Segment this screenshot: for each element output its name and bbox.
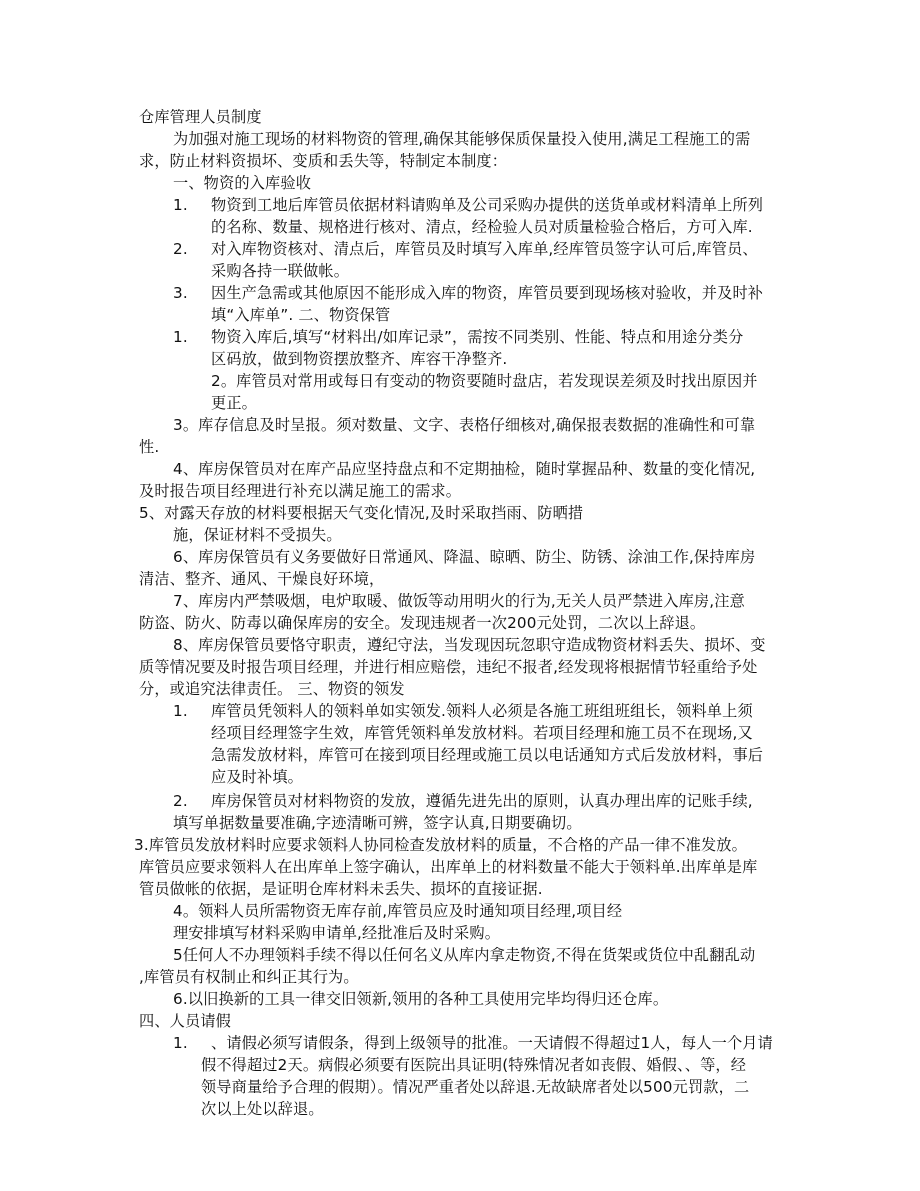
text-line: 的名称、数量、规格进行核对、清点，经检验人员对质量检验合格后，方可入库. [211,218,753,236]
list-number: 1. [173,328,188,346]
text-line: 填写单据数量要准确,字迹清晰可辨，签字认真,日期要确切。 [173,814,582,832]
section-heading: 四、人员请假 [139,1012,232,1030]
text-line: 求，防止材料资损坏、变质和丢失等，特制定本制度： [139,152,508,170]
text-line: 应及时补填。 [211,768,304,786]
text-line: ,库管员有权制止和纠正其行为。 [139,968,359,986]
text-line: 管员做帐的依据，是证明仓库材料未丢失、损坏的直接证据. [139,880,543,898]
text-line: 2。库管员对常用或每日有变动的物资要随时盘店，若发现误差须及时找出原因并 [211,372,758,390]
text-line: 对入库物资核对、清点后，库管员及时填写入库单,经库管员签字认可后,库管员、 [211,240,758,258]
list-item [173,238,758,260]
text-line: 及时报告项目经理进行补充以满足施工的需求。 [139,482,462,500]
text-line: 经项目经理签字生效，库管凭领料单发放材料。若项目经理和施工员不在现场,又 [211,724,753,742]
text-line: 、请假必须写请假条，得到上级领导的批准。一天请假不得超过1人，每人一个月请 [211,1034,773,1052]
list-item [173,790,753,812]
text-line: 8、库房保管员要恪守职责，遵纪守法，当发现因玩忽职守造成物资材料丢失、损坏、变 [173,636,766,654]
text-line: 采购各持一联做帐。 [211,262,350,280]
text-line: 填“入库单”. 二、物资保管 [211,306,391,324]
text-line: 领导商量给予合理的假期）。情况严重者处以辞退.无故缺席者处以500元罚款，二 [201,1078,750,1096]
text-line: 库房保管员对材料物资的发放，遵循先进先出的原则，认真办理出库的记账手续, [211,792,753,810]
text-line: 6、库房保管员有义务要做好日常通风、降温、晾晒、防尘、防锈、涂油工作,保持库房 [173,548,756,566]
list-item [173,700,753,722]
text-line: 因生产急需或其他原因不能形成入库的物资，库管员要到现场核对验收，并及时补 [211,284,764,302]
list-item [173,1032,773,1054]
text-line: 次以上处以辞退。 [201,1100,324,1118]
text-line: 库管员应要求领料人在出库单上签字确认，出库单上的材料数量不能大于领料单.出库单是库 [139,858,758,876]
section-heading: 一、物资的入库验收 [173,174,312,192]
text-line: 物资入库后,填写“材料出/如库记录”，需按不同类别、性能、特点和用途分类分 [211,328,744,346]
text-line: 施，保证材料不受损失。 [173,526,342,544]
list-number: 1. [173,196,188,214]
text-line: 为加强对施工现场的材料物资的管理,确保其能够保质保量投入使用,满足工程施工的需 [173,130,751,148]
text-line: 区码放，做到物资摆放整齐、库容干净整齐. [211,350,508,368]
text-line: 3。库存信息及时呈报。须对数量、文字、表格仔细核对,确保报表数据的准确性和可靠 [173,416,756,434]
text-line: 清洁、整齐、通风、干燥良好环境， [139,570,385,588]
list-number: 1. [173,1034,188,1052]
text-line: 库管员凭领料人的领料单如实领发.领料人必须是各施工班组班组长，领料单上须 [211,702,753,720]
list-number: 3. [173,284,188,302]
list-number: 1. [173,702,188,720]
text-line: 4。领料人员所需物资无库存前,库管员应及时通知项目经理,项目经 [173,902,623,920]
document-title: 仓库管理人员制度 [139,108,262,126]
text-line: 4、库房保管员对在库产品应坚持盘点和不定期抽检，随时掌握品种、数量的变化情况, [173,460,756,478]
list-item [173,326,743,348]
text-line: 6.以旧换新的工具一律交旧领新,领用的各种工具使用完毕均得归还仓库。 [173,990,669,1008]
text-line: 物资到工地后库管员依据材料请购单及公司采购办提供的送货单或材料清单上所列 [211,196,764,214]
text-line: 性. [139,438,160,456]
text-line: 急需发放材料，库管可在接到项目经理或施工员以电话通知方式后发放材料，事后 [211,746,764,764]
text-line: 理安排填写材料采购申请单,经批准后及时采购。 [173,924,501,942]
text-line: 分，或追究法律责任。 三、物资的领发 [139,680,405,698]
text-line: 更正。 [211,394,258,412]
text-line: 防盗、防火、防毒以确保库房的安全。发现违规者一次200元处罚，二次以上辞退。 [139,614,706,632]
text-line: 假不得超过2天。病假必须要有医院出具证明(特殊情况者如丧假、婚假、、等，经 [201,1056,747,1074]
text-line: 3.库管员发放材料时应要求领料人协同检查发放材料的质量，不合格的产品一律不准发放。 [134,836,747,854]
text-line: 质等情况要及时报告项目经理，并进行相应赔偿，违纪不报者,经发现将根据情节轻重给予处 [139,658,758,676]
list-number: 2. [173,792,188,810]
list-item [173,194,763,216]
list-number: 2. [173,240,188,258]
list-item [173,282,763,304]
text-line: 5任何人不办理领料手续不得以任何名义从库内拿走物资,不得在货架或货位中乱翻乱动 [173,946,756,964]
text-line: 7、库房内严禁吸烟，电炉取暖、做饭等动用明火的行为,无关人员严禁进入库房,注意 [173,592,745,610]
text-line: 5、对露天存放的材料要根据天气变化情况,及时采取挡雨、防晒措 [139,504,584,522]
